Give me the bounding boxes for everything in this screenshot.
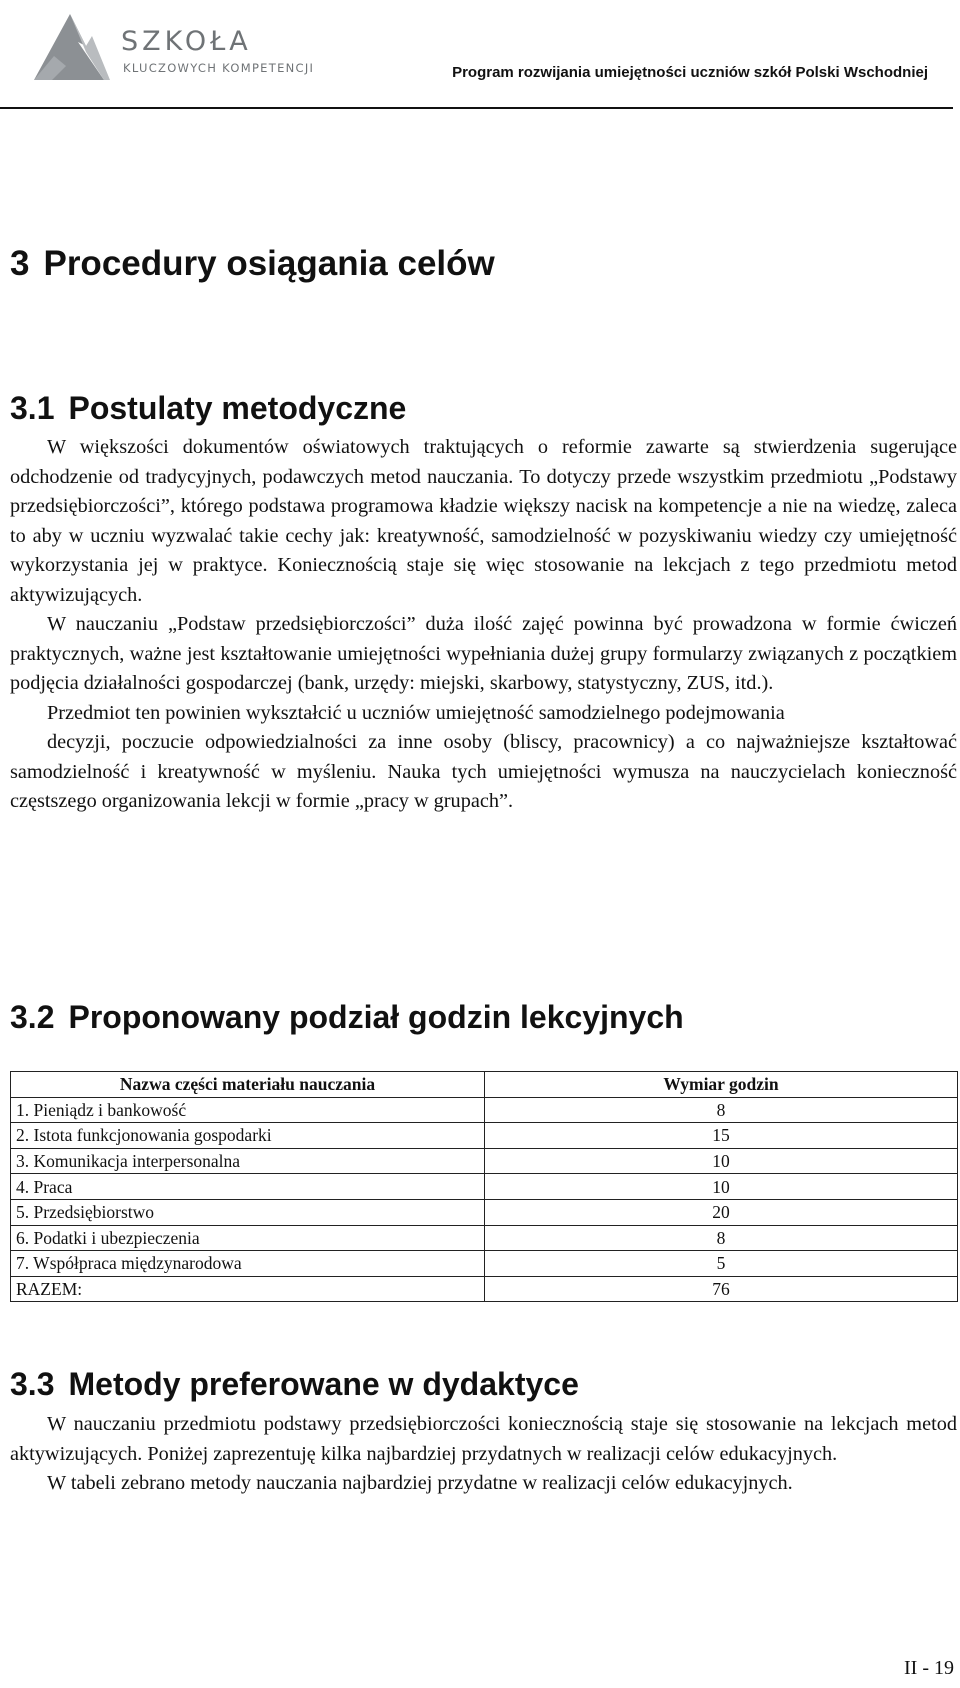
column-header: Wymiar godzin: [485, 1072, 958, 1098]
program-title: Program rozwijania umiejętności uczniów szkół Polski Wschodniej: [452, 64, 928, 81]
section-number: 3.3: [10, 1366, 55, 1402]
section-title: Proponowany podział godzin lekcyjnych: [68, 999, 684, 1035]
logo-mountain-icon: [26, 6, 116, 86]
section-heading-3-1: [10, 390, 406, 427]
table-cell-hours: 20: [485, 1199, 958, 1225]
table-cell-hours: 15: [485, 1123, 958, 1149]
section-title: Postulaty metodyczne: [68, 390, 407, 426]
chapter-title-text: Procedury osiągania celów: [43, 244, 495, 283]
paragraph: W nauczaniu przedmiotu podstawy przedsiębiorczości koniecznością staje się stosowanie na lekcjach metod aktywizujących. Poniżej zaprezentuję kilka najbardziej przydatnych w realizacji celów edukacyjnych.: [10, 1413, 957, 1465]
paragraph: decyzji, poczucie odpowiedzialności za inne osoby (bliscy, pracownicy) a co najważniejsze kształtować samodzielność i kreatywność w myśleniu. Nauka tych umiejętności wymusza na nauczycielach konieczność częstszego organizowania lekcji w formie „pracy w grupach”.: [10, 731, 957, 812]
section-heading-3-2: [10, 999, 684, 1036]
table-cell-topic: 2. Istota funkcjonowania gospodarki: [11, 1123, 485, 1149]
chapter-number: 3: [10, 244, 30, 283]
table-row: [11, 1199, 958, 1225]
table-row: [11, 1225, 958, 1251]
table-row: [11, 1097, 958, 1123]
table-row: [11, 1251, 958, 1277]
section-3-1-body: [10, 433, 957, 817]
paragraph: W większości dokumentów oświatowych traktujących o reformie zawarte są stwierdzenia sugerujące odchodzenie od tradycyjnych, podawczych metod nauczania. To dotyczy przede wszystkim przedmiotu „Podstawy przedsiębiorczości”, którego podstawa programowa kładzie większy nacisk na kompetencje a nie na wiedzę, zaleca to aby w uczniu wyzwalać takie cechy jak: kreatywność, samodzielność w pozyskiwaniu wiedzy czy umiejętność wykorzystania jej w praktyce. Koniecznością staje się więc stosowanie na lekcjach z tego przedmiotu metod aktywizujących.: [10, 436, 957, 606]
hours-table: [10, 1071, 958, 1302]
section-title: Metody preferowane w dydaktyce: [68, 1366, 579, 1402]
table-cell-topic: 7. Współpraca międzynarodowa: [11, 1251, 485, 1277]
table-total-row: [11, 1276, 958, 1302]
chapter-title: [10, 244, 495, 284]
logo-sub-text: KLUCZOWYCH KOMPETENCJI: [123, 61, 315, 75]
table-cell-topic: RAZEM:: [11, 1276, 485, 1302]
header-divider: [0, 107, 953, 109]
page-header: [0, 0, 960, 110]
table-row: [11, 1148, 958, 1174]
section-number: 3.1: [10, 390, 55, 426]
table-cell-topic: 1. Pieniądz i bankowość: [11, 1097, 485, 1123]
table-cell-hours: 8: [485, 1225, 958, 1251]
school-logo: [26, 6, 326, 86]
table-cell-hours: 8: [485, 1097, 958, 1123]
table-cell-topic: 3. Komunikacja interpersonalna: [11, 1148, 485, 1174]
paragraph: W tabeli zebrano metody nauczania najbardziej przydatne w realizacji celów edukacyjnych.: [47, 1472, 793, 1494]
section-3-3-body: [10, 1410, 957, 1499]
logo-main-text: SZKOŁA: [121, 26, 252, 57]
table-cell-topic: 5. Przedsiębiorstwo: [11, 1199, 485, 1225]
section-heading-3-3: [10, 1366, 579, 1403]
table-header-row: [11, 1072, 958, 1098]
table-cell-topic: 4. Praca: [11, 1174, 485, 1200]
table-cell-hours: 5: [485, 1251, 958, 1277]
table-cell-hours: 10: [485, 1174, 958, 1200]
column-header: Nazwa części materiału nauczania: [11, 1072, 485, 1098]
table-cell-hours: 76: [485, 1276, 958, 1302]
table-row: [11, 1174, 958, 1200]
table-cell-hours: 10: [485, 1148, 958, 1174]
paragraph: W nauczaniu „Podstaw przedsiębiorczości” duża ilość zajęć powinna być prowadzona w formie ćwiczeń praktycznych, ważne jest kształtowanie umiejętności wypełniania dużej grupy formularzy związanych z początkiem podjęcia działalności gospodarczej (bank, urzędy: miejski, skarbowy, statystyczny, ZUS, itd.).: [10, 613, 957, 694]
table-row: [11, 1123, 958, 1149]
section-number: 3.2: [10, 999, 55, 1035]
table-cell-topic: 6. Podatki i ubezpieczenia: [11, 1225, 485, 1251]
paragraph: Przedmiot ten powinien wykształcić u uczniów umiejętność samodzielnego podejmowania: [47, 701, 785, 724]
page-number: II - 19: [904, 1657, 954, 1679]
